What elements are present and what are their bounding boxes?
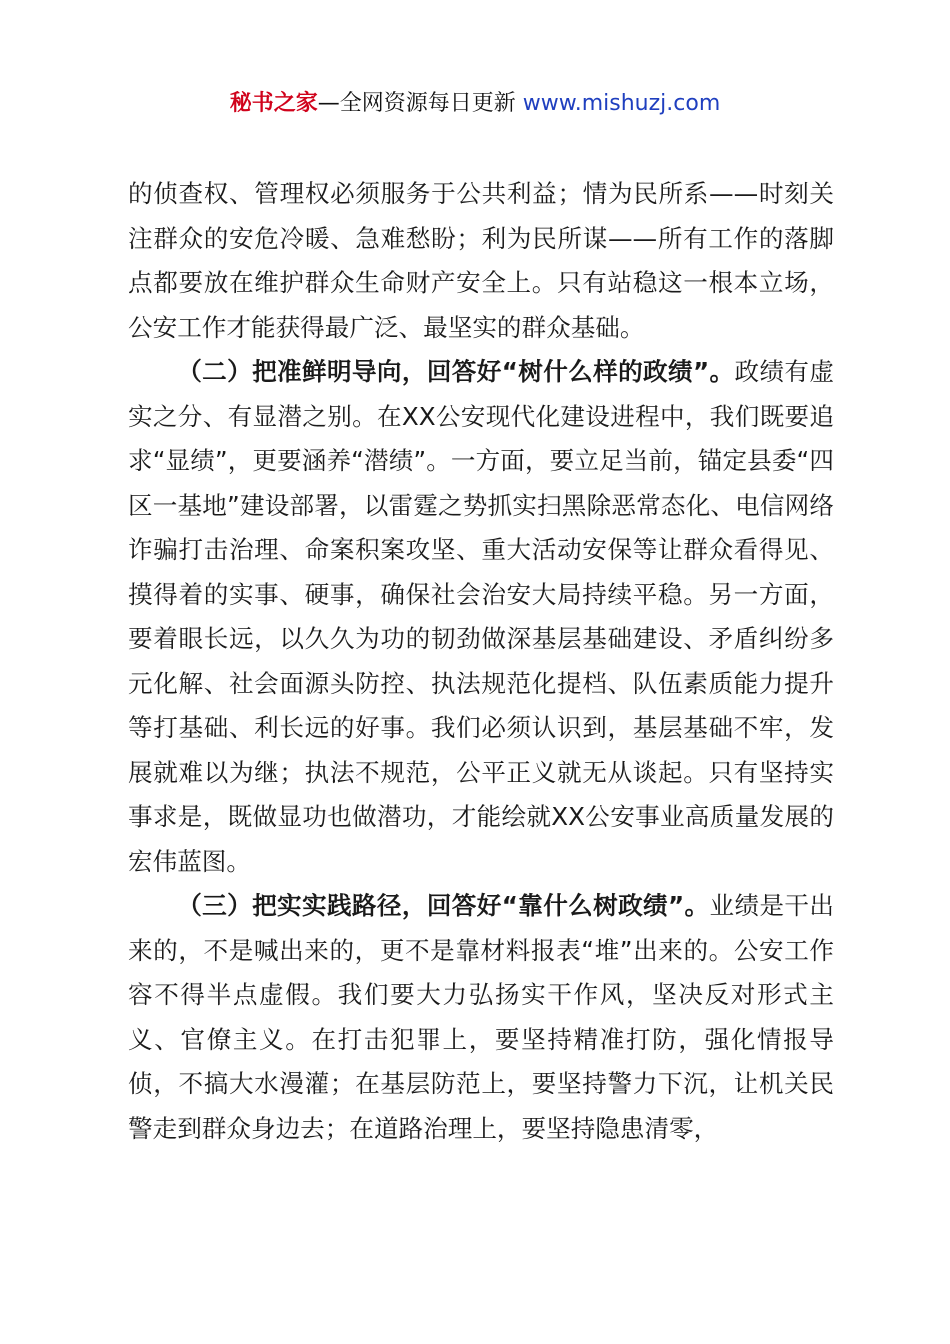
- paragraph-3: [128, 884, 834, 1151]
- brand-name: 秘书之家: [229, 91, 318, 116]
- section-heading-2: （二）把准鲜明导向，回答好“树什么样的政绩”。: [177, 357, 735, 386]
- website-link[interactable]: www.mishuzj.com: [522, 91, 721, 116]
- paragraph-text: 政绩有虚实之分、有显潜之别。在XX公安现代化建设进程中，我们既要追求“显绩”，更要涵养“潜绩”。一方面，要立足当前，锚定县委“四区一基地”建设部署，以雷霆之势抓实扫黑除恶常态化、电信网络诈骗打击治理、命案积案攻坚、重大活动安保等让群众看得见、摸得着的实事、硬事，确保社会治安大局持续平稳。另一方面，要着眼长远，以久久为功的韧劲做深基层基础建设、矛盾纠纷多元化解、社会面源头防控、执法规范化提档、队伍素质能力提升等打基础、利长远的好事。我们必须认识到，基层基础不牢，发展就难以为继；执法不规范，公平正义就无从谈起。只有坚持实事求是，既做显功也做潜功，才能绘就XX公安事业高质量发展的宏伟蓝图。: [128, 357, 834, 876]
- page-header: [0, 88, 950, 120]
- paragraph-text: 的侦查权、管理权必须服务于公共利益；情为民所系——时刻关注群众的安危冷暖、急难愁盼；利为民所谋——所有工作的落脚点都要放在维护群众生命财产安全上。只有站稳这一根本立场，公安工作才能获得最广泛、最坚实的群众基础。: [128, 179, 834, 342]
- paragraph-text: 业绩是干出来的，不是喊出来的，更不是靠材料报表“堆”出来的。公安工作容不得半点虚假。我们要大力弘扬实干作风，坚决反对形式主义、官僚主义。在打击犯罪上，要坚持精准打防，强化情报导侦，不搞大水漫灌；在基层防范上，要坚持警力下沉，让机关民警走到群众身边去；在道路治理上，要坚持隐患清零，: [128, 891, 834, 1143]
- section-heading-3: （三）把实实践路径，回答好“靠什么树政绩”。: [177, 891, 710, 920]
- header-tagline: —全网资源每日更新: [317, 91, 523, 116]
- document-body: [128, 172, 834, 1151]
- paragraph-2: [128, 350, 834, 884]
- paragraph-1: [128, 172, 834, 350]
